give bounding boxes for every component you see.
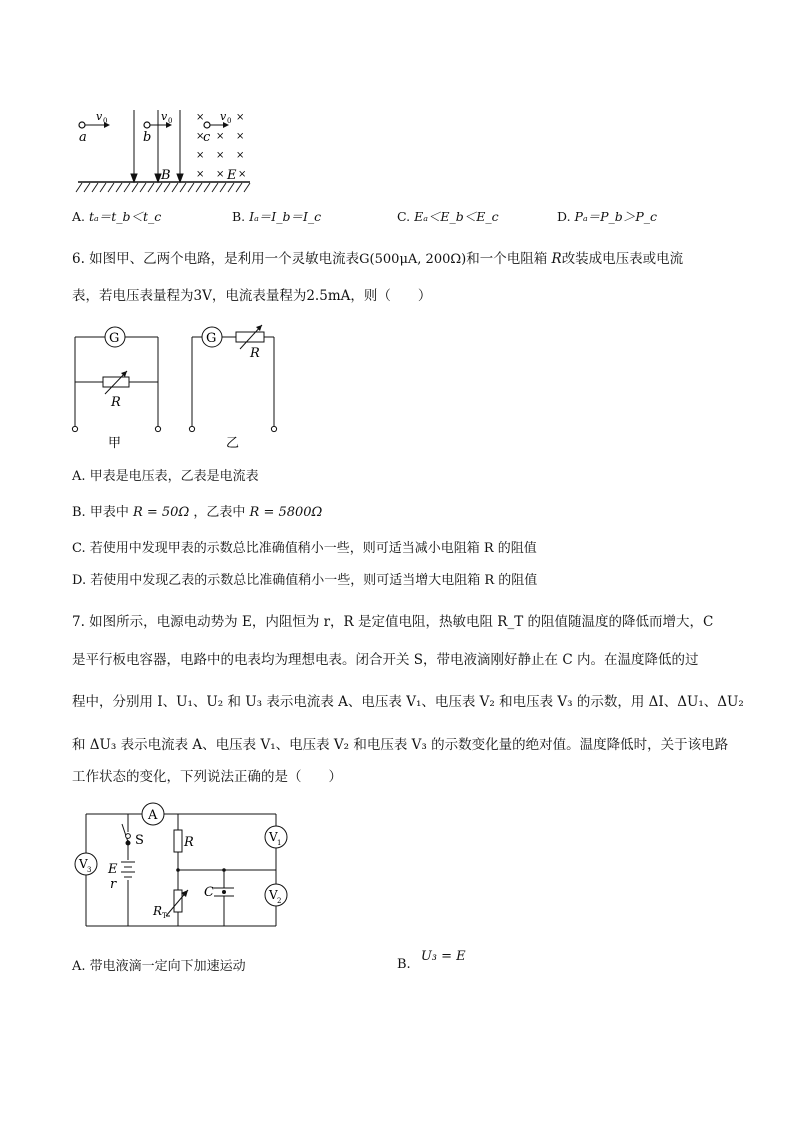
svg-text:×: × (196, 169, 205, 180)
label-c: c (203, 130, 211, 145)
svg-text:×: × (196, 112, 205, 123)
q6-option-d[interactable]: D. 若使用中发现乙表的示数总比准确值稍小一些，则可适当增大电阻箱 R 的阻值 (72, 573, 538, 588)
q7-stem-line2: 是平行板电容器，电路中的电表均为理想电表。闭合开关 S，带电液滴刚好静止在 C 内。在温度降低的过 (72, 652, 699, 668)
b-field-lines (131, 110, 183, 182)
switch-label: S (135, 833, 144, 848)
voltmeter-v2: V (269, 888, 278, 902)
svg-text:T: T (162, 912, 167, 920)
q5-option-c-text: Eₐ＜E_b＜E_c (414, 209, 499, 224)
svg-text:×: × (216, 169, 225, 180)
particle-c (204, 122, 210, 128)
svg-text:2: 2 (277, 897, 282, 905)
svg-text:×: × (236, 112, 245, 123)
q5-option-b-text: Iₐ＝I_b＝I_c (249, 209, 322, 224)
svg-text:3: 3 (87, 866, 92, 874)
svg-text:0: 0 (103, 117, 108, 125)
svg-text:1: 1 (277, 839, 282, 847)
svg-text:×: × (236, 131, 245, 142)
resistor-label-yi: R (250, 346, 260, 361)
label-E: E (227, 168, 237, 183)
capacitor-label: C (204, 885, 214, 900)
svg-text:×: × (216, 131, 225, 142)
resistor-r-label: R (184, 835, 194, 850)
q7-stem-line4: 和 ΔU₃ 表示电流表 A、电压表 V₁、电压表 V₂ 和电压表 V₃ 的示数变化量的绝对值。温度降低时，关于该电路 (72, 737, 729, 753)
label-yi: 乙 (226, 436, 240, 451)
emf-label: E (108, 862, 118, 877)
svg-text:×: × (238, 169, 247, 180)
q5-option-a-text: tₐ＝t_b＜t_c (89, 209, 162, 224)
voltmeter-v1: V (269, 830, 278, 844)
q7-stem-line1: 7. 如图所示，电源电动势为 E，内阻恒为 r，R 是定值电阻，热敏电阻 R_T 的阻值随温度的降低而增大，C (72, 614, 714, 630)
charged-droplet (222, 890, 226, 894)
q6-figure (68, 322, 288, 454)
internal-r-label: r (110, 877, 117, 892)
q5-option-d[interactable]: D. Pₐ＝P_b＞P_c (557, 209, 657, 224)
v0-label-b: v (161, 110, 168, 123)
q7-stem-line5: 工作状态的变化，下列说法正确的是（ ） (72, 769, 342, 785)
particle-b (144, 122, 150, 128)
q6-meter-spec: G(500μA, 200Ω) (359, 252, 467, 267)
q6-stem-line2: 表，若电压表量程为3V，电流表量程为2.5mA，则（ ） (72, 288, 432, 304)
q6-option-b-eq1: R = 50Ω (132, 505, 190, 520)
q6-option-c[interactable]: C. 若使用中发现甲表的示数总比准确值稍小一些，则可适当减小电阻箱 R 的阻值 (72, 541, 537, 556)
v0-label-c: v (220, 110, 227, 123)
resistor-label-jia: R (111, 395, 121, 410)
label-a: a (79, 130, 87, 145)
q7-stem-line3: 程中，分别用 I、U₁、U₂ 和 U₃ 表示电流表 A、电压表 V₁、电压表 V₂ 和电压表 V₃ 的示数，用 ΔI、ΔU₁、ΔU₂ (72, 694, 744, 710)
q5-figure (70, 104, 260, 196)
q6-stem-line1: 6. 如图甲、乙两个电路，是利用一个灵敏电流表G(500μA, 200Ω)和一个电阻箱 R改装成电压表或电流 (72, 251, 684, 267)
svg-text:×: × (196, 131, 205, 142)
label-b: b (143, 130, 152, 145)
q5-option-b[interactable]: B. Iₐ＝I_b＝I_c (232, 209, 322, 224)
galvanometer-jia: G (109, 331, 120, 346)
q5-option-c[interactable]: C. Eₐ＜E_b＜E_c (397, 209, 499, 224)
galvanometer-yi: G (206, 331, 217, 346)
svg-text:×: × (236, 150, 245, 161)
particle-a (79, 122, 85, 128)
q7-figure (70, 802, 290, 932)
thermistor-label: R (153, 904, 163, 918)
q7-option-a[interactable]: A. 带电液滴一定向下加速运动 (72, 959, 246, 974)
ammeter-a: A (148, 808, 158, 823)
q6-option-b[interactable]: B. 甲表中 R = 50Ω ，乙表中 R = 5800Ω (72, 505, 323, 520)
circuit-yi (189, 325, 276, 432)
q5-option-d-text: Pₐ＝P_b＞P_c (574, 209, 657, 224)
label-B: B (161, 168, 171, 183)
q6-current-range: 2.5mA (306, 288, 351, 304)
v0-label-a: v (96, 110, 103, 123)
q7-option-b[interactable]: B. U₃ = E (397, 949, 466, 972)
svg-text:0: 0 (168, 117, 173, 125)
q5-option-a[interactable]: A. tₐ＝t_b＜t_c (72, 209, 162, 224)
q6-voltage-range: 3V (193, 288, 212, 304)
svg-text:0: 0 (227, 117, 232, 125)
svg-text:×: × (216, 150, 225, 161)
label-jia: 甲 (108, 436, 122, 451)
voltmeter-v3: V (79, 857, 88, 871)
q6-option-a[interactable]: A. 甲表是电压表，乙表是电流表 (72, 469, 259, 484)
q7-option-b-eq: U₃ = E (420, 949, 466, 964)
svg-text:×: × (196, 150, 205, 161)
q6-option-b-eq2: R = 5800Ω (249, 505, 323, 520)
